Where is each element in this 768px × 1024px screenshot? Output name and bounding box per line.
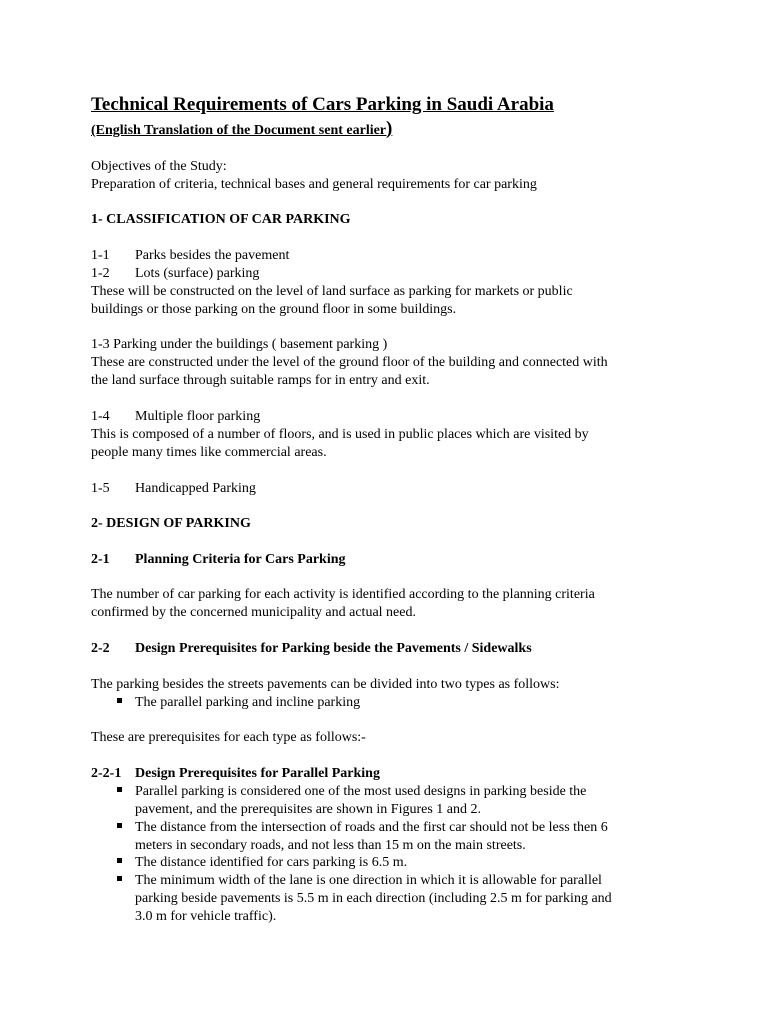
bullet-continuation: 3.0 m for vehicle traffic). (135, 909, 277, 924)
bullet-text: The parallel parking and incline parking (135, 695, 361, 710)
paragraph-line: These are constructed under the level of the ground floor of the building and connected with (91, 355, 608, 370)
bullet-continuation: meters in secondary roads, and not less than 15 m on the main streets. (135, 838, 526, 853)
item-1-4 (91, 408, 260, 426)
subsection-number: 2-1 (91, 552, 110, 567)
item-number: 1-4 (91, 409, 110, 424)
bullet-item (117, 854, 407, 872)
bullet-text: The distance from the intersection of roads and the first car should not be less then 6 (135, 820, 608, 835)
paragraph-line: people many times like commercial areas. (91, 445, 327, 460)
subsection-2-1 (91, 551, 346, 569)
paragraph-line: buildings or those parking on the ground floor in some buildings. (91, 302, 457, 317)
item-label: Lots (surface) parking (135, 266, 260, 281)
subtitle-paren: ) (386, 118, 393, 139)
subsection-title: Design Prerequisites for Parking beside the Pavements / Sidewalks (135, 641, 532, 656)
item-1-1 (91, 247, 289, 265)
bullet-icon (117, 872, 125, 890)
bullet-text: Parallel parking is considered one of the most used designs in parking beside the (135, 784, 587, 799)
bullet-item (117, 783, 586, 801)
subsection-2-2 (91, 640, 532, 658)
section1-heading: 1- CLASSIFICATION OF CAR PARKING (91, 212, 351, 227)
subsection-number: 2-2 (91, 641, 110, 656)
bullet-text: The distance identified for cars parking is 6.5 m. (135, 855, 408, 870)
document-subtitle (91, 120, 392, 140)
subsection-title: Design Prerequisites for Parallel Parking (135, 766, 380, 781)
paragraph-line: The parking besides the streets pavements can be divided into two types as follows: (91, 677, 560, 692)
bullet-item (117, 872, 602, 890)
bullet-icon (117, 854, 125, 872)
item-number: 1-2 (91, 266, 110, 281)
bullet-continuation: pavement, and the prerequisites are shown in Figures 1 and 2. (135, 802, 482, 817)
paragraph-line: The number of car parking for each activity is identified according to the planning criteria (91, 587, 595, 602)
bullet-item (117, 694, 360, 712)
item-label: Multiple floor parking (135, 409, 261, 424)
paragraph-line: These are prerequisites for each type as follows:- (91, 730, 366, 745)
paragraph-line: This is composed of a number of floors, and is used in public places which are visited by (91, 427, 589, 442)
bullet-icon (117, 819, 125, 837)
subsection-title: Planning Criteria for Cars Parking (135, 552, 346, 567)
paragraph-line: the land surface through suitable ramps for in entry and exit. (91, 373, 430, 388)
document-title: Technical Requirements of Cars Parking in Saudi Arabia (91, 94, 554, 115)
objectives-text: Preparation of criteria, technical bases and general requirements for car parking (91, 177, 537, 192)
item-1-5 (91, 480, 256, 498)
subsection-number: 2-2-1 (91, 766, 122, 781)
item-label: Handicapped Parking (135, 481, 256, 496)
bullet-icon (117, 783, 125, 801)
bullet-item (117, 819, 608, 837)
item-number: 1-1 (91, 248, 110, 263)
bullet-text: The minimum width of the lane is one direction in which it is allowable for parallel (135, 873, 602, 888)
bullet-icon (117, 694, 125, 712)
subtitle-text: (English Translation of the Document sent earlier (91, 123, 387, 138)
bullet-continuation: parking beside pavements is 5.5 m in each direction (including 2.5 m for parking and (135, 891, 612, 906)
section2-heading: 2- DESIGN OF PARKING (91, 516, 251, 531)
objectives-heading: Objectives of the Study: (91, 159, 227, 174)
item-label: Parks besides the pavement (135, 248, 290, 263)
paragraph-line: confirmed by the concerned municipality and actual need. (91, 605, 416, 620)
subsection-2-2-1 (91, 765, 380, 783)
paragraph-line: These will be constructed on the level of land surface as parking for markets or public (91, 284, 573, 299)
item-1-2 (91, 265, 259, 283)
item-1-3: 1-3 Parking under the buildings ( basement parking ) (91, 337, 388, 352)
item-number: 1-5 (91, 481, 110, 496)
